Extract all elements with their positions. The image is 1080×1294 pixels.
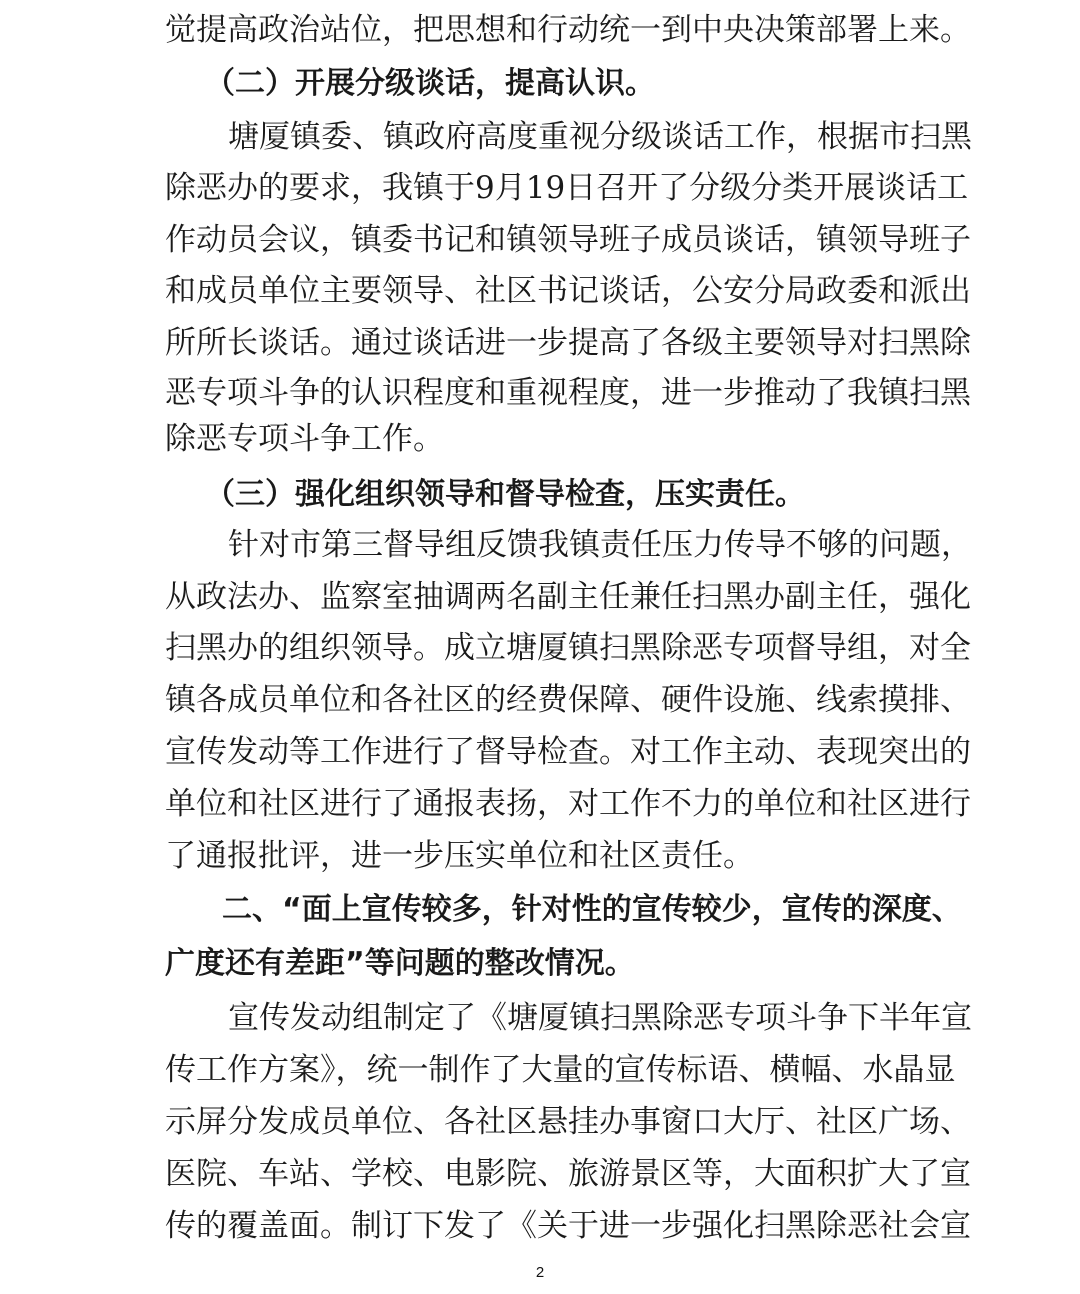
- paragraph-line: 恶专项斗争的认识程度和重视程度，进一步推动了我镇扫黑: [165, 375, 971, 411]
- page-number: 2: [535, 1264, 545, 1281]
- paragraph-line: 和成员单位主要领导、社区书记谈话，公安分局政委和派出: [165, 273, 971, 309]
- paragraph-line: 镇各成员单位和各社区的经费保障、硬件设施、线索摸排、: [165, 682, 971, 718]
- paragraph-line: 针对市第三督导组反馈我镇责任压力传导不够的问题，: [228, 527, 972, 563]
- section-heading-3: （三）强化组织领导和督导检查，压实责任。: [205, 477, 805, 512]
- section-heading-two: 二、“面上宣传较多，针对性的宣传较少，宣传的深度、: [222, 892, 962, 927]
- paragraph-line: 医院、车站、学校、电影院、旅游景区等，大面积扩大了宣: [165, 1156, 971, 1192]
- paragraph-line: 宣传发动等工作进行了督导检查。对工作主动、表现突出的: [165, 734, 971, 770]
- paragraph-line: 塘厦镇委、镇政府高度重视分级谈话工作，根据市扫黑: [228, 119, 972, 155]
- paragraph-line: 示屏分发成员单位、各社区悬挂办事窗口大厅、社区广场、: [165, 1104, 971, 1140]
- paragraph-line: 从政法办、监察室抽调两名副主任兼任扫黑办副主任，强化: [165, 579, 971, 615]
- paragraph-line: 单位和社区进行了通报表扬，对工作不力的单位和社区进行: [165, 786, 971, 822]
- section-heading-two-cont: 广度还有差距”等问题的整改情况。: [165, 946, 635, 981]
- paragraph-line: 觉提高政治站位，把思想和行动统一到中央决策部署上来。: [165, 12, 971, 48]
- paragraph-line: 传的覆盖面。制订下发了《关于进一步强化扫黑除恶社会宣: [165, 1208, 971, 1244]
- paragraph-line: 作动员会议，镇委书记和镇领导班子成员谈话，镇领导班子: [165, 222, 971, 258]
- paragraph-line: 扫黑办的组织领导。成立塘厦镇扫黑除恶专项督导组，对全: [165, 630, 971, 666]
- section-heading-2: （二）开展分级谈话，提高认识。: [205, 66, 655, 101]
- paragraph-line: 宣传发动组制定了《塘厦镇扫黑除恶专项斗争下半年宣: [228, 1000, 972, 1036]
- paragraph-line: 传工作方案》，统一制作了大量的宣传标语、横幅、水晶显: [165, 1052, 956, 1088]
- paragraph-line: 除恶办的要求，我镇于9月19日召开了分级分类开展谈话工: [165, 170, 969, 206]
- paragraph-line: 所所长谈话。通过谈话进一步提高了各级主要领导对扫黑除: [165, 325, 971, 361]
- paragraph-line: 除恶专项斗争工作。: [165, 421, 444, 457]
- paragraph-line: 了通报批评，进一步压实单位和社区责任。: [165, 838, 754, 874]
